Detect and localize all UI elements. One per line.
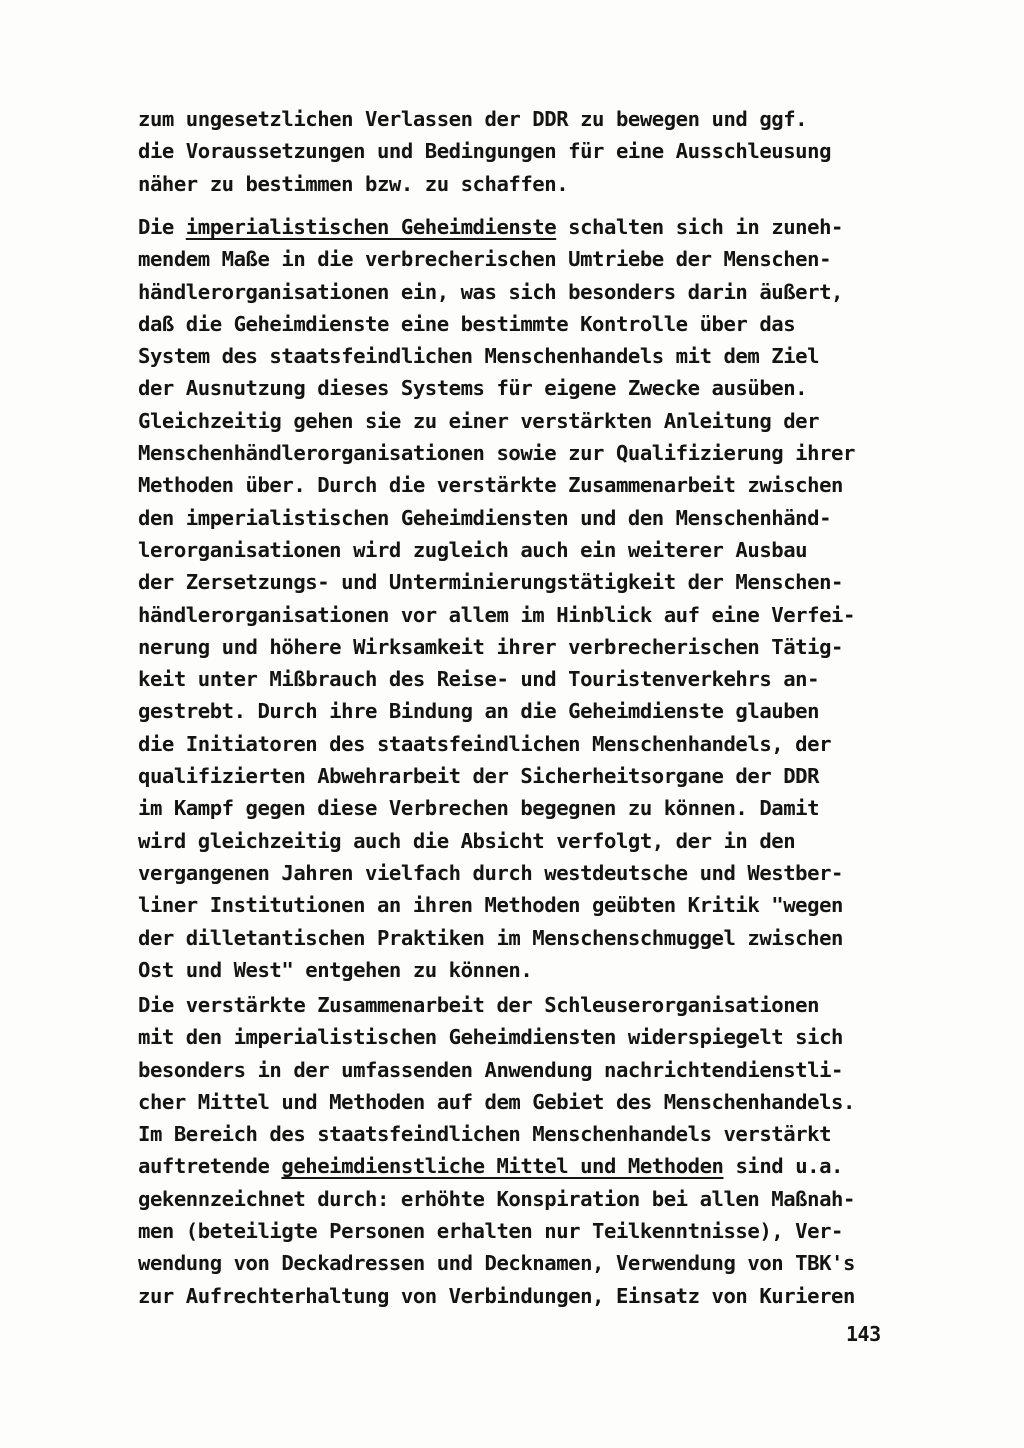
text-segment: zur Aufrechterhaltung von Verbindungen, Einsatz von Kurieren bbox=[138, 1283, 855, 1308]
text-line bbox=[138, 1247, 918, 1279]
text-line bbox=[138, 469, 918, 501]
text-line bbox=[138, 1086, 918, 1118]
text-line bbox=[138, 631, 918, 663]
text-line bbox=[138, 1215, 918, 1247]
text-segment: im Kampf gegen diese Verbrechen begegnen zu können. Damit bbox=[138, 796, 820, 821]
text-line bbox=[138, 954, 918, 986]
text-segment: der Zersetzungs- und Unterminierungstätigkeit der Menschen- bbox=[138, 570, 843, 595]
text-segment: System des staatsfeindlichen Menschenhandels mit dem Ziel bbox=[138, 344, 820, 369]
text-line bbox=[138, 663, 918, 695]
text-segment: auftretende bbox=[138, 1154, 282, 1179]
text-segment: vergangenen Jahren vielfach durch westdeutsche und Westber- bbox=[138, 860, 843, 885]
text-segment: gestrebt. Durch ihre Bindung an die Geheimdienste glauben bbox=[138, 699, 820, 724]
text-line bbox=[138, 889, 918, 921]
text-line bbox=[138, 168, 918, 200]
text-line bbox=[138, 534, 918, 566]
text-segment: der Ausnutzung dieses Systems für eigene Zwecke ausüben. bbox=[138, 376, 808, 401]
text-line bbox=[138, 1183, 918, 1215]
text-line bbox=[138, 1150, 918, 1182]
text-segment: händlerorganisationen vor allem im Hinblick auf eine Verfei- bbox=[138, 602, 855, 627]
text-line bbox=[138, 243, 918, 275]
text-line bbox=[138, 103, 918, 135]
text-line bbox=[138, 728, 918, 760]
text-line bbox=[138, 502, 918, 534]
text-line bbox=[138, 211, 918, 243]
text-line bbox=[138, 566, 918, 598]
text-line bbox=[138, 340, 918, 372]
text-segment: die Initiatoren des staatsfeindlichen Menschenhandels, der bbox=[138, 731, 832, 756]
text-segment: lerorganisationen wird zugleich auch ein weiterer Ausbau bbox=[138, 537, 808, 562]
text-segment: Methoden über. Durch die verstärkte Zusammenarbeit zwischen bbox=[138, 473, 843, 498]
text-segment: qualifizierten Abwehrarbeit der Sicherheitsorgane der DDR bbox=[138, 764, 820, 789]
text-line bbox=[138, 308, 918, 340]
text-segment: mit den imperialistischen Geheimdiensten widerspiegelt sich bbox=[138, 1025, 843, 1050]
text-segment: den imperialistischen Geheimdiensten und den Menschenhänd- bbox=[138, 505, 832, 530]
text-segment: Die bbox=[138, 215, 186, 239]
text-line bbox=[138, 922, 918, 954]
paragraph-3 bbox=[138, 989, 918, 1312]
text-segment: mendem Maße in die verbrecherischen Umtriebe der Menschen- bbox=[138, 247, 832, 272]
text-line bbox=[138, 825, 918, 857]
text-segment: Ost und West" entgehen zu können. bbox=[138, 957, 533, 982]
text-segment: Die verstärkte Zusammenarbeit der Schleuserorganisationen bbox=[138, 993, 820, 1017]
text-line bbox=[138, 437, 918, 469]
text-line bbox=[138, 695, 918, 727]
text-segment: schalten sich in zuneh- bbox=[556, 215, 843, 239]
text-segment: Menschenhändlerorganisationen sowie zur Qualifizierung ihrer bbox=[138, 441, 855, 466]
text-segment: nerung und höhere Wirksamkeit ihrer verbrecherischen Tätig- bbox=[138, 634, 843, 659]
text-segment: die Voraussetzungen und Bedingungen für eine Ausschleusung bbox=[138, 139, 832, 164]
text-line bbox=[138, 372, 918, 404]
text-line bbox=[138, 1054, 918, 1086]
paragraph-1 bbox=[138, 103, 918, 200]
paragraph-2 bbox=[138, 211, 918, 986]
text-line bbox=[138, 857, 918, 889]
text-segment: men (beteiligte Personen erhalten nur Teilkenntnisse), Ver- bbox=[138, 1219, 843, 1244]
text-segment: sind u.a. bbox=[723, 1154, 843, 1179]
text-segment: händlerorganisationen ein, was sich besonders darin äußert, bbox=[138, 279, 843, 304]
text-segment: der dilletantischen Praktiken im Menschenschmuggel zwischen bbox=[138, 925, 843, 950]
text-segment: gekennzeichnet durch: erhöhte Konspiration bei allen Maßnah- bbox=[138, 1186, 855, 1211]
text-line bbox=[138, 276, 918, 308]
text-segment: Im Bereich des staatsfeindlichen Menschenhandels verstärkt bbox=[138, 1122, 832, 1147]
text-line bbox=[138, 1118, 918, 1150]
underlined-phrase: imperialistischen Geheimdienste bbox=[185, 215, 557, 239]
text-segment: besonders in der umfassenden Anwendung nachrichtendienstli- bbox=[138, 1057, 843, 1082]
text-segment: daß die Geheimdienste eine bestimmte Kontrolle über das bbox=[138, 311, 796, 336]
text-line bbox=[138, 1280, 918, 1312]
text-segment: Gleichzeitig gehen sie zu einer verstärkten Anleitung der bbox=[138, 408, 820, 433]
text-line bbox=[138, 989, 918, 1021]
page-number: 143 bbox=[846, 1322, 881, 1346]
text-segment: zum ungesetzlichen Verlassen der DDR zu bewegen und ggf. bbox=[138, 107, 808, 131]
text-line bbox=[138, 792, 918, 824]
text-line bbox=[138, 599, 918, 631]
text-segment: cher Mittel und Methoden auf dem Gebiet des Menschenhandels. bbox=[138, 1089, 855, 1114]
text-line bbox=[138, 405, 918, 437]
text-segment: näher zu bestimmen bzw. zu schaffen. bbox=[138, 171, 569, 196]
text-segment: wendung von Deckadressen und Decknamen, Verwendung von TBK's bbox=[138, 1251, 855, 1276]
text-segment: keit unter Mißbrauch des Reise- und Touristenverkehrs an- bbox=[138, 667, 820, 692]
text-line bbox=[138, 135, 918, 167]
text-line bbox=[138, 760, 918, 792]
text-segment: liner Institutionen an ihren Methoden geübten Kritik "wegen bbox=[138, 893, 843, 918]
text-segment: wird gleichzeitig auch die Absicht verfolgt, der in den bbox=[138, 828, 796, 853]
text-line bbox=[138, 1021, 918, 1053]
underlined-phrase: geheimdienstliche Mittel und Methoden bbox=[281, 1154, 724, 1179]
